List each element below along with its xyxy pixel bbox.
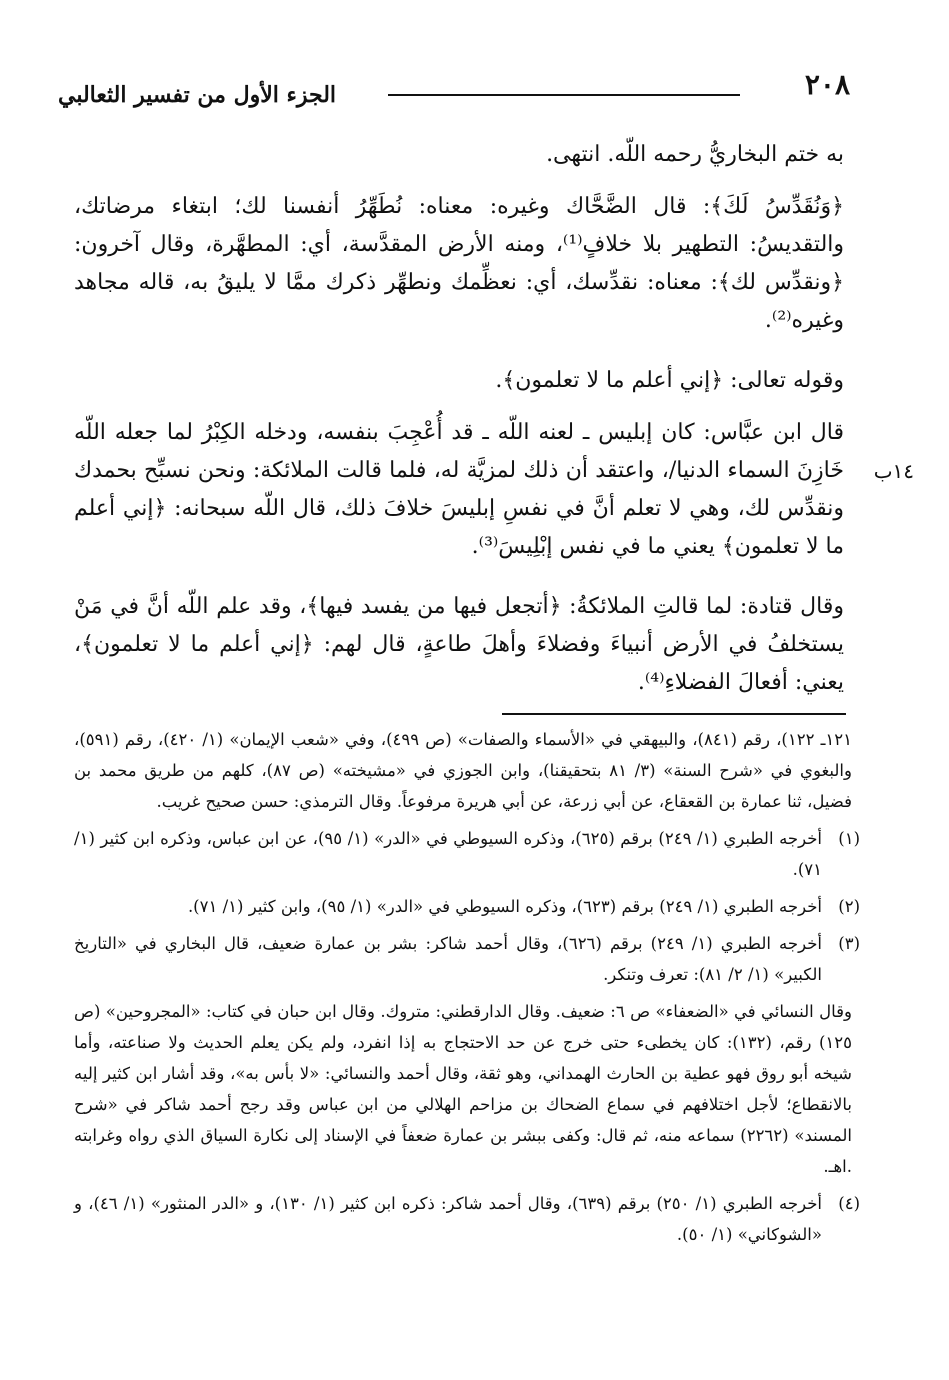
footnote-text: أخرجه الطبري (١/ ٢٤٩) برقم (٦٢٥)، وذكره السيوطي في «الدر» (١/ ٩٥)، عن ابن عباس، وذكره ابن كثير (١/ ٧١). bbox=[74, 829, 823, 879]
footnote-number: (٢) bbox=[838, 897, 860, 916]
footnote bbox=[74, 996, 860, 1182]
paragraph: قال ابن عبَّاس: كان إبليس ـ لعنه اللّه ـ قد أُعْجِبَ بنفسه، ودخله الكِبْرُ لما جعله اللّه خَازِنَ السماء الدنيا/، واعتقد أن ذلك لمزيَّة له، فلما قالت الملائكة: ونحن نسبِّح بحمدك ونقدِّس لك، وهي لا تعلم أنَّ في نفسِ إبليسَ خلافَ ذلك، قال اللّه سبحانه: ﴿إني أعلم ما لا تعلمون﴾ يعني ما في نفس إبْلِيسَ⁽³⁾. bbox=[74, 420, 844, 559]
page-header bbox=[58, 66, 850, 112]
footnote-rule bbox=[502, 713, 846, 715]
footnote bbox=[74, 823, 860, 885]
marginal-folio-note: ١٤ب bbox=[873, 459, 914, 483]
footnote bbox=[74, 724, 860, 817]
footnote-text: ١٢١ـ ١٢٢)، رقم (٨٤١)، والبيهقي في «الأسماء والصفات» (ص ٤٩٩)، وفي «شعب الإيمان» (١/ ٤٢٠)، رقم (٥٩١)، والبغوي في «شرح السنة» (٣/ ٨١ بتحقيقنا)، وابن الجوزي في «مشيخته» (ص ٨٧)، كلهم من طريق محمد بن فضيل، ثنا عمارة بن القعقاع، عن أبي زرعة، عن أبي هريرة مرفوعاً. وقال الترمذي: حسن صحيح غريب. bbox=[74, 730, 852, 811]
header-rule bbox=[388, 94, 740, 96]
running-title: الجزء الأول من تفسير الثعالبي bbox=[58, 82, 337, 108]
paragraph: وقال قتادة: لما قالتِ الملائكةُ: ﴿أتجعل فيها من يفسد فيها﴾، وقد علم اللّه أنَّ في مَنْ يستخلفُ في الأرض أنبياءَ وفضلاءَ وأهلَ طاعةٍ، قال لهم: ﴿إني أعلم ما لا تعلمون﴾، يعني: أفعالَ الفضلاءِ⁽⁴⁾. bbox=[74, 594, 844, 695]
footnote-text: أخرجه الطبري (١/ ٢٤٩) برقم (٦٢٣)، وذكره السيوطي في «الدر» (١/ ٩٥)، وابن كثير (١/ ٧١). bbox=[187, 897, 822, 916]
footnote-text: وقال النسائي في «الضعفاء» ص ٦: ضعيف. وقال الدارقطني: متروك. وقال ابن حبان في كتاب: «المجروحين» (ص ١٢٥) رقم، (١٣٢): كان يخطىء حتى خرج عن حد الاحتجاج به إذا انفرد، ولم يكن يعلم الحديث ولا صناعته، وأما شيخه أبو روق فهو عطية بن الحارث الهمداني، وهو ثقة، وقال أحمد والنسائي: «لا بأس به»، وقد أشار ابن كثير إليه بالانقطاع؛ لأجل اختلافهم في سماع الضحاك بن مزاحم الهلالي من ابن عباس وقد رجح أحمد شاكر في «شرح المسند» (٢٢٦٢) سماعه منه، ثم قال: وكفى ببشر بن عمارة ضعفاً في الإسناد إلى نكارة السياق الذي رواه وغرابته .اهـ. bbox=[74, 1002, 852, 1176]
paragraph: وقوله تعالى: ﴿إني أعلم ما لا تعلمون﴾. bbox=[495, 368, 844, 393]
footnote-number: (١) bbox=[838, 829, 860, 848]
footnote-number: (٣) bbox=[838, 934, 860, 953]
footnote bbox=[74, 1188, 860, 1250]
footnote-text: أخرجه الطبري (١/ ٢٤٩) برقم (٦٢٦)، وقال أحمد شاكر: بشر بن عمارة ضعيف، قال البخاري في «التاريخ الكبير» (١/ ٢/ ٨١): تعرف وتنكر. bbox=[74, 934, 822, 984]
footnote-text: أخرجه الطبري (١/ ٢٥٠) برقم (٦٣٩)، وقال أحمد شاكر: ذكره ابن كثير (١/ ١٣٠)، و «الدر المنثور» (١/ ٤٦)، و «الشوكاني» (١/ ٥٠). bbox=[74, 1194, 822, 1244]
footnote bbox=[74, 891, 860, 922]
paragraph: به ختم البخاريُّ رحمه اللّه. انتهى. bbox=[546, 142, 844, 167]
footnote bbox=[74, 928, 860, 990]
page-number: ٢٠٨ bbox=[804, 68, 850, 101]
main-text bbox=[74, 136, 914, 724]
footnotes bbox=[74, 724, 860, 1256]
footnote-number: (٤) bbox=[838, 1194, 860, 1213]
paragraph: ﴿وَنُقَدِّسُ لَكَ﴾: قال الضَّحَّاك وغيره: معناه: نُطَهِّرُ أنفسنا لك؛ ابتغاء مرضاتك، والتقديسُ: التطهير بلا خلافٍ⁽¹⁾، ومنه الأرض المقدَّسة، أي: المطهَّرة، وقال آخرون: ﴿ونقدِّس لك﴾: معناه: نقدِّسك، أي: نعظِّمك ونطهِّر ذكرك ممَّا لا يليقُ به، قاله مجاهد وغيره⁽²⁾. bbox=[74, 194, 845, 333]
